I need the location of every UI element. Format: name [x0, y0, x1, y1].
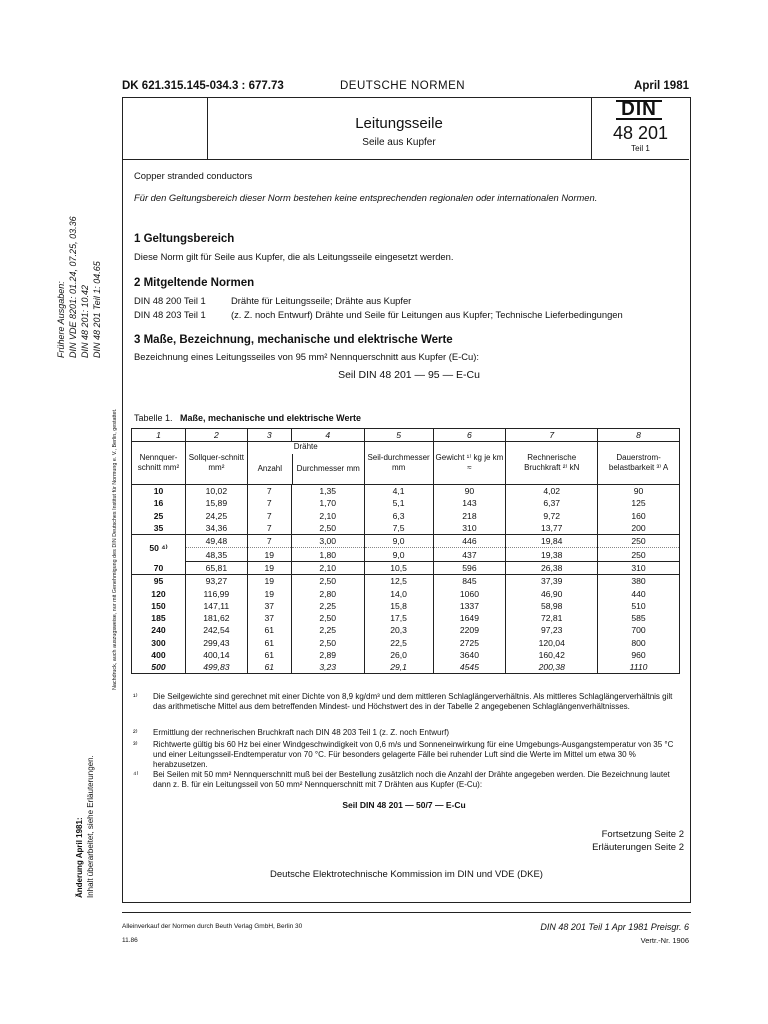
table-cell: 24,25	[185, 510, 247, 522]
footer-order-no: Vertr.-Nr. 1906	[640, 936, 689, 945]
table-cell: 3640	[433, 649, 506, 661]
series-title: DEUTSCHE NORMEN	[340, 80, 466, 92]
footer-rule	[122, 912, 691, 913]
table-cell: 499,83	[185, 661, 247, 674]
table-cell: 61	[247, 661, 291, 674]
column-number: 1	[132, 429, 186, 442]
footer-code: 11.86	[122, 937, 138, 944]
table-cell: 10,02	[185, 485, 247, 498]
table-cell: 440	[598, 587, 680, 599]
table-cell: 19	[247, 561, 291, 574]
section-2-heading: 2 Mitgeltende Normen	[134, 277, 255, 289]
table-cell: 6,37	[506, 497, 598, 509]
table-cell: 4,02	[506, 485, 598, 498]
table-cell: 49,48	[185, 535, 247, 548]
english-title: Copper stranded conductors	[134, 170, 253, 181]
table-cell: 1110	[598, 661, 680, 674]
footnote-mark: ²⁾	[133, 728, 138, 737]
margin-earlier-editions-title: Frühere Ausgaben:	[56, 281, 66, 358]
table-cell: 7	[247, 485, 291, 498]
table-cell: 250	[598, 535, 680, 548]
table-cell: 400,14	[185, 649, 247, 661]
margin-earlier-edition-3: DIN 48 201 Teil 1: 04.65	[92, 261, 102, 358]
table-cell: 120	[132, 587, 186, 599]
footnote-text: Ermittlung der rechnerischen Bruchkraft nach DIN 48 203 Teil 1 (z. Z. noch Entwurf)	[153, 728, 449, 737]
table-cell: 9,0	[364, 535, 433, 548]
section-3-heading: 3 Maße, Bezeichnung, mechanische und elektrische Werte	[134, 334, 453, 346]
table-cell: 2,25	[291, 600, 364, 612]
table-row	[132, 637, 680, 649]
footer-din-ref: DIN 48 201 Teil 1 Apr 1981 Preisgr. 6	[540, 922, 689, 932]
table-cell: 12,5	[364, 575, 433, 588]
ref-2-text: (z. Z. noch Entwurf) Drähte und Seile für Leitungen aus Kupfer; Technische Lieferbedingungen	[231, 309, 623, 320]
designation-example: Seil DIN 48 201 — 95 — E-Cu	[338, 369, 480, 381]
table-cell: 50 ⁴⁾	[132, 535, 186, 562]
table-cell: 19	[247, 587, 291, 599]
footnote-text: Richtwerte gültig bis 60 Hz bei einer Windgeschwindigkeit von 0,6 m/s und Sonneneinwirkung für eine Umgebungs-Ausgangstemperatur von 35 °C und einer Leitungsseil-Endtemperatur von 70 °C. Für besonders gelagerte Fälle bei ruhender Luft sind die Werte im Mittel um etwa 30 % herabzusetzen.	[153, 740, 674, 769]
table-cell: 800	[598, 637, 680, 649]
din-number-block	[592, 97, 689, 159]
table-cell: 585	[598, 612, 680, 624]
table-row	[132, 497, 680, 509]
table-row	[132, 661, 680, 674]
table-cell: 400	[132, 649, 186, 661]
footnote-mark: ⁴⁾	[133, 770, 139, 779]
table-cell: 510	[598, 600, 680, 612]
table-cell: 1649	[433, 612, 506, 624]
table-cell: 5,1	[364, 497, 433, 509]
table-cell: 160	[598, 510, 680, 522]
header-wires-group	[247, 442, 364, 485]
table-cell: 2,25	[291, 624, 364, 636]
column-number: 6	[433, 429, 506, 442]
table-cell: 26,38	[506, 561, 598, 574]
table-cell: 1,70	[291, 497, 364, 509]
table-cell: 185	[132, 612, 186, 624]
table-cell: 19	[247, 548, 291, 561]
din-number: 48 201	[612, 123, 669, 143]
table-cell: 150	[132, 600, 186, 612]
commission-line: Deutsche Elektrotechnische Kommission im DIN und VDE (DKE)	[270, 869, 543, 880]
table-cell: 218	[433, 510, 506, 522]
table-cell: 10,5	[364, 561, 433, 574]
table-cell: 310	[598, 561, 680, 574]
table-cell: 37	[247, 612, 291, 624]
table-cell: 7,5	[364, 522, 433, 535]
table-cell: 95	[132, 575, 186, 588]
table-cell: 10	[132, 485, 186, 498]
table-cell: 93,27	[185, 575, 247, 588]
table-cell: 446	[433, 535, 506, 548]
table-cell: 1,35	[291, 485, 364, 498]
section-1-text: Diese Norm gilt für Seile aus Kupfer, die als Leitungsseile eingesetzt werden.	[134, 251, 454, 262]
table-cell: 3,23	[291, 661, 364, 674]
table-cell: 700	[598, 624, 680, 636]
table-cell: 2,50	[291, 612, 364, 624]
data-table	[131, 428, 680, 674]
doc-title: Leitungsseile	[355, 115, 443, 132]
table-cell: 143	[433, 497, 506, 509]
table-cell: 437	[433, 548, 506, 561]
table-row	[132, 561, 680, 574]
table-cell: 2,50	[291, 637, 364, 649]
table-cell: 19,38	[506, 548, 598, 561]
footnote-mark: ¹⁾	[133, 692, 138, 701]
table-cell: 65,81	[185, 561, 247, 574]
table-cell: 19,84	[506, 535, 598, 548]
table-cell: 9,72	[506, 510, 598, 522]
table-cell: 97,23	[506, 624, 598, 636]
table-cell: 2,10	[291, 510, 364, 522]
table-cell: 596	[433, 561, 506, 574]
table-row	[132, 624, 680, 636]
table-cell: 845	[433, 575, 506, 588]
table-cell: 15,8	[364, 600, 433, 612]
column-number: 8	[598, 429, 680, 442]
table-cell: 2,80	[291, 587, 364, 599]
margin-earlier-edition-1: DIN VDE 8201: 01.24, 07.25, 03.36	[68, 216, 78, 358]
table-caption-prefix: Tabelle 1.	[134, 413, 173, 423]
table-cell: 2,10	[291, 561, 364, 574]
table-cell: 500	[132, 661, 186, 674]
table-cell: 960	[598, 649, 680, 661]
table-cell: 7	[247, 497, 291, 509]
table-cell: 310	[433, 522, 506, 535]
table-caption-text: Maße, mechanische und elektrische Werte	[180, 413, 361, 423]
header-current-rating: Dauerstrom-belastbarkeit ³⁾ A	[598, 442, 680, 485]
ref-1-id: DIN 48 200 Teil 1	[134, 295, 206, 306]
table-cell: 35	[132, 522, 186, 535]
footnote-2	[133, 728, 681, 738]
table-cell: 7	[247, 510, 291, 522]
table-cell: 2725	[433, 637, 506, 649]
table-cell: 58,98	[506, 600, 598, 612]
table-cell: 22,5	[364, 637, 433, 649]
header-wire-count: Anzahl	[248, 454, 293, 484]
footnote-4	[133, 770, 681, 790]
table-cell: 7	[247, 522, 291, 535]
footnote-1	[133, 692, 681, 712]
footnote-mark: ³⁾	[133, 740, 138, 749]
table-cell: 1,80	[291, 548, 364, 561]
table-cell: 4,1	[364, 485, 433, 498]
header-conductor-diameter: Seil-durchmesser mm	[364, 442, 433, 485]
table-caption	[134, 413, 361, 423]
continuation-page2: Fortsetzung Seite 2	[601, 829, 684, 840]
header-target-cross-section: Sollquer-schnitt mm²	[185, 442, 247, 485]
column-number: 5	[364, 429, 433, 442]
column-number: 3	[247, 429, 291, 442]
header-nominal-cross-section: Nennquer-schnitt mm²	[132, 442, 186, 485]
table-cell: 125	[598, 497, 680, 509]
table-cell: 116,99	[185, 587, 247, 599]
table-cell: 3,00	[291, 535, 364, 548]
footnote-text: Bei Seilen mit 50 mm² Nennquerschnitt muß bei der Bestellung zusätzlich noch die Anzahl der Drähte angegeben werden. Die Bezeichnung lautet dann z. B. für ein Leitungsseil von 50 mm² Nennquerschnitt mit 7 Drähten aus Kupfer (E-Cu):	[153, 770, 670, 789]
ref-2-id: DIN 48 203 Teil 1	[134, 309, 206, 320]
table-cell: 37	[247, 600, 291, 612]
table-cell: 4545	[433, 661, 506, 674]
column-number: 7	[506, 429, 598, 442]
header-wire-diameter: Durchmesser mm	[296, 464, 360, 473]
table-cell: 7	[247, 535, 291, 548]
table-row	[132, 535, 680, 548]
table-cell: 37,39	[506, 575, 598, 588]
table-row	[132, 575, 680, 588]
table-cell: 14,0	[364, 587, 433, 599]
table-cell: 6,3	[364, 510, 433, 522]
continuation-note	[592, 829, 684, 853]
din-part: Teil 1	[631, 144, 650, 153]
table-cell: 17,5	[364, 612, 433, 624]
explanations-page2: Erläuterungen Seite 2	[592, 842, 684, 853]
table-cell: 1337	[433, 600, 506, 612]
section-3-text: Bezeichnung eines Leitungsseiles von 95 mm² Nennquerschnitt aus Kupfer (E-Cu):	[134, 351, 479, 362]
dk-number: DK 621.315.145-034.3 : 677.73	[122, 80, 284, 92]
table-cell: 300	[132, 637, 186, 649]
table-cell: 240	[132, 624, 186, 636]
table-cell: 48,35	[185, 548, 247, 561]
table-cell: 1060	[433, 587, 506, 599]
table-cell: 120,04	[506, 637, 598, 649]
issue-date: April 1981	[634, 80, 689, 92]
doc-subtitle: Seile aus Kupfer	[362, 137, 436, 148]
table-cell: 90	[598, 485, 680, 498]
table-cell: 9,0	[364, 548, 433, 561]
table-cell: 2,89	[291, 649, 364, 661]
table-row	[132, 600, 680, 612]
table-cell: 20,3	[364, 624, 433, 636]
table-cell: 2,50	[291, 575, 364, 588]
din-logo: DIN	[616, 100, 662, 120]
table-cell: 29,1	[364, 661, 433, 674]
table-header	[132, 442, 680, 485]
header-breaking-force: Rechnerische Bruchkraft ²⁾ kN	[506, 442, 598, 485]
title-cell	[207, 97, 592, 159]
title-block	[122, 97, 689, 160]
table-cell: 61	[247, 637, 291, 649]
margin-amendment-text: Inhalt überarbeitet, siehe Erläuterungen.	[86, 755, 95, 898]
international-note: Für den Geltungsbereich dieser Norm bestehen keine entsprechenden regionalen oder internationalen Normen.	[134, 192, 598, 203]
table-column-numbers	[132, 429, 680, 442]
table-cell: 380	[598, 575, 680, 588]
table-row	[132, 649, 680, 661]
table-cell: 70	[132, 561, 186, 574]
table-cell: 2,50	[291, 522, 364, 535]
table-cell: 147,11	[185, 600, 247, 612]
table-cell: 181,62	[185, 612, 247, 624]
footnote-3	[133, 740, 681, 770]
table-cell: 46,90	[506, 587, 598, 599]
table-cell: 2209	[433, 624, 506, 636]
table-cell: 15,89	[185, 497, 247, 509]
table-row	[132, 510, 680, 522]
table-cell: 61	[247, 649, 291, 661]
table-cell: 19	[247, 575, 291, 588]
footnote-4-designation: Seil DIN 48 201 — 50/7 — E-Cu	[342, 800, 466, 810]
header-wires: Drähte	[293, 442, 318, 451]
table-cell: 25	[132, 510, 186, 522]
column-number: 4	[291, 429, 364, 442]
margin-earlier-edition-2: DIN 48 201: 10.42	[80, 284, 90, 358]
table-row	[132, 612, 680, 624]
table-cell: 61	[247, 624, 291, 636]
table-cell: 26,0	[364, 649, 433, 661]
ref-1-text: Drähte für Leitungsseile; Drähte aus Kupfer	[231, 295, 412, 306]
table-cell: 200	[598, 522, 680, 535]
column-number: 2	[185, 429, 247, 442]
table-row	[132, 548, 680, 561]
table-cell: 90	[433, 485, 506, 498]
table-cell: 242,54	[185, 624, 247, 636]
footer-publisher: Alleinverkauf der Normen durch Beuth Verlag GmbH, Berlin 30	[122, 923, 303, 930]
table-cell: 13,77	[506, 522, 598, 535]
table-cell: 34,36	[185, 522, 247, 535]
margin-amendment-title: Änderung April 1981:	[75, 817, 84, 898]
footnote-text: Die Seilgewichte sind gerechnet mit einer Dichte von 8,9 kg/dm³ und dem mittleren Schlaglängerverhältnis. Als mittleres Schlaglängerverhältnis gilt das arithmetische Mittel aus dem betreffenden Mindest- und Höchstwert des in der Tabelle 2 angegebenen Schlaglängenverhältnisses.	[153, 692, 673, 711]
table-row	[132, 522, 680, 535]
margin-reprint-notice: Nachdruck, auch auszugsweise, nur mit Genehmigung des DIN Deutsches Institut für Normung e. V., Berlin, gestattet.	[112, 408, 118, 690]
table-cell: 250	[598, 548, 680, 561]
table-cell: 160,42	[506, 649, 598, 661]
table-cell: 299,43	[185, 637, 247, 649]
table-row	[132, 485, 680, 498]
table-cell: 16	[132, 497, 186, 509]
table-cell: 200,38	[506, 661, 598, 674]
header-weight: Gewicht ¹⁾ kg je km ≈	[433, 442, 506, 485]
section-1-heading: 1 Geltungsbereich	[134, 233, 235, 245]
table-cell: 72,81	[506, 612, 598, 624]
table-row	[132, 587, 680, 599]
